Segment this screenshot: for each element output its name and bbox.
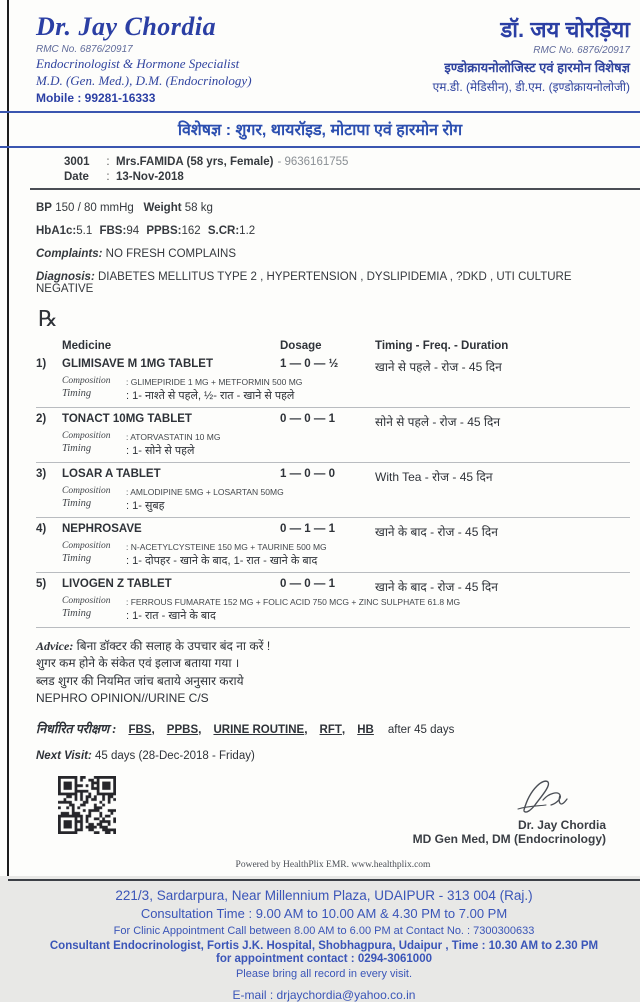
doctor-info-english [36, 8, 252, 105]
letterhead [36, 8, 630, 105]
advice-section [36, 638, 630, 708]
lab-label: PPBS: [146, 225, 182, 237]
doctor-info-hindi [433, 8, 630, 95]
patient-name: Mrs.FAMIDA (58 yrs, Female) [116, 156, 274, 168]
patient-phone: - 9636161755 [277, 156, 349, 168]
test-item: HB [357, 723, 374, 736]
test-item: RFT [319, 723, 342, 736]
complaints-row [36, 248, 630, 260]
medicine-number: 4) [36, 523, 47, 535]
timing-value: : 1- दोपहर - खाने के बाद, 1- रात - खाने के बाद [126, 555, 318, 567]
powered-by: Powered by HealthPlix EMR. www.healthplix.com [235, 859, 431, 870]
prescribed-tests [36, 720, 630, 737]
medicine-timing-freq: खाने के बाद - रोज - 45 दिन [375, 525, 498, 539]
composition-label: Composition [62, 376, 111, 386]
comma: , [304, 721, 308, 736]
doctor-mobile: Mobile : 99281-16333 [36, 91, 156, 105]
bp-value: 150 / 80 [55, 202, 97, 214]
patient-id: 3001 [64, 156, 90, 168]
colon: : [106, 156, 110, 168]
medicine-timing-freq: खाने से पहले - रोज - 45 दिन [375, 360, 502, 374]
comma: , [151, 721, 155, 736]
clinic-address: 221/3, Sardarpura, Near Millennium Plaza, UDAIPUR - 313 004 (Raj.) [115, 887, 533, 903]
doctor-name-english: Dr. Jay Chordia [36, 12, 217, 41]
medicine-row [36, 523, 630, 573]
diagnosis-value: DIABETES MELLITUS TYPE 2 , HYPERTENSION , DYSLIPIDEMIA , ?DKD , UTI CULTURE NEGATIVE [36, 271, 572, 295]
signature-block [413, 776, 630, 846]
clinic-appointment-info: For Clinic Appointment Call between 8.00 AM to 6.00 PM at Contact No. : 7300300633 [113, 924, 535, 937]
medicine-name: LOSAR A TABLET [62, 468, 161, 480]
composition-value: : AMLODIPINE 5MG + LOSARTAN 50MG [126, 487, 284, 497]
signature-row [36, 776, 630, 846]
medicine-row [36, 358, 630, 408]
composition-label: Composition [62, 486, 111, 496]
doctor-specialty-hindi: इण्डोक्रायनोलोजिस्ट एवं हारमोन विशेषज्ञ [444, 60, 630, 75]
rx-symbol: ℞ [38, 306, 58, 331]
patient-id-row [64, 156, 630, 168]
diagnosis-label: Diagnosis: [36, 271, 95, 283]
test-item: PPBS [166, 723, 199, 736]
clinic-footer [8, 879, 640, 1002]
medicine-dosage: 1 — 0 — 0 [280, 468, 335, 480]
medicine-timing-freq: सोने से पहले - रोज - 45 दिन [375, 415, 501, 429]
timing-label: Timing [62, 608, 92, 619]
timing-value: : 1- नाश्ते से पहले, ½- रात - खाने से पहले [126, 390, 295, 402]
medicine-number: 5) [36, 578, 47, 590]
lab-label: HbA1c: [36, 225, 77, 237]
appointment-contact: for appointment contact : 0294-3061000 [215, 952, 432, 965]
advice-text: बिना डॉक्टर की सलाह के उपचार बंद ना करें ! [76, 639, 271, 653]
complaints-value: NO FRESH COMPLAINS [105, 248, 237, 260]
lab-value: 1.2 [239, 225, 256, 237]
composition-value: : GLIMEPIRIDE 1 MG + METFORMIN 500 MG [126, 377, 303, 387]
visit-date-row [64, 171, 630, 183]
medicine-dosage: 0 — 1 — 1 [280, 523, 335, 535]
specialist-banner [0, 111, 640, 148]
medicine-number: 1) [36, 358, 47, 370]
next-visit-row [36, 750, 630, 762]
signature-doctor-degrees: MD Gen Med, DM (Endocrinology) [412, 831, 606, 846]
timing-label: Timing [62, 388, 92, 399]
medicine-dosage: 0 — 0 — 1 [280, 578, 335, 590]
tests-suffix: after 45 days [387, 723, 455, 736]
column-timing: Timing - Freq. - Duration [375, 340, 509, 352]
visit-date: 13-Nov-2018 [116, 171, 184, 183]
clinic-email: E-mail : drjaychordia@yahoo.co.in [232, 987, 416, 1002]
column-dosage: Dosage [280, 340, 322, 352]
medicine-name: NEPHROSAVE [62, 523, 142, 535]
medicine-row [36, 468, 630, 518]
lab-value: 162 [181, 225, 201, 237]
consultant-info: Consultant Endocrinologist, Fortis J.K. Hospital, Shobhagpura, Udaipur , Time : 10.30 AM to 2.30 PM [49, 939, 599, 952]
lab-value: 5.1 [76, 225, 93, 237]
medicine-dosage: 0 — 0 — 1 [280, 413, 335, 425]
date-label: Date [64, 171, 89, 183]
lab-value: 94 [126, 225, 140, 237]
advice-line-2: शुगर कम होने के संकेत एवं इलाज बताया गया । [36, 656, 240, 671]
medicine-row [36, 413, 630, 463]
doctor-specialty-english: Endocrinologist & Hormone Specialist [36, 56, 240, 71]
timing-label: Timing [62, 553, 92, 564]
test-item: FBS [128, 723, 152, 736]
medicine-table-header [36, 340, 630, 352]
medicine-number: 2) [36, 413, 47, 425]
doctor-rmc-hindi: RMC No. 6876/20917 [533, 45, 630, 56]
medicine-row [36, 578, 630, 628]
specialist-banner-text: विशेषज्ञ : शुगर, थायरॉइड, मोटापा एवं हारमोन रोग [177, 122, 463, 139]
comma: , [198, 721, 202, 736]
medicine-timing-freq: खाने के बाद - रोज - 45 दिन [375, 580, 498, 594]
timing-value: : 1- सुबह [126, 500, 165, 512]
composition-label: Composition [62, 541, 111, 551]
advice-label: Advice: [36, 639, 74, 653]
labs-row [36, 225, 630, 237]
lab-label: FBS: [99, 225, 127, 237]
bring-record-note: Please bring all record in every visit. [235, 967, 413, 980]
composition-value: : ATORVASTATIN 10 MG [126, 432, 221, 442]
signature-doctor-name: Dr. Jay Chordia [517, 817, 606, 832]
timing-label: Timing [62, 443, 92, 454]
patient-info [36, 156, 630, 183]
test-item: URINE ROUTINE [213, 723, 305, 736]
qr-code [58, 776, 116, 834]
composition-value: : FERROUS FUMARATE 152 MG + FOLIC ACID 750 MCG + ZINC SULPHATE 61.8 MG [126, 597, 461, 607]
colon: : [106, 171, 110, 183]
bp-unit: mmHg [99, 202, 134, 214]
next-visit-value: 45 days (28-Dec-2018 - Friday) [95, 749, 255, 762]
timing-label: Timing [62, 498, 92, 509]
next-visit-label: Next Visit: [36, 749, 92, 762]
bp-weight-row [36, 202, 630, 214]
bp-label: BP [36, 202, 52, 214]
diagnosis-row [36, 271, 630, 295]
composition-label: Composition [62, 596, 111, 606]
signature [510, 776, 580, 816]
doctor-rmc-english: RMC No. 6876/20917 [36, 44, 133, 55]
consultation-time: Consultation Time : 9.00 AM to 10.00 AM & 4.30 PM to 7.00 PM [140, 905, 508, 921]
weight-label: Weight [143, 202, 182, 214]
advice-line-1 [36, 638, 630, 655]
doctor-degrees-english: M.D. (Gen. Med.), D.M. (Endocrinology) [36, 73, 252, 88]
timing-value: : 1- रात - खाने के बाद [126, 610, 216, 622]
comma: , [341, 721, 346, 736]
timing-value: : 1- सोने से पहले [126, 445, 195, 457]
medicine-name: GLIMISAVE M 1MG TABLET [62, 358, 213, 370]
medicine-timing-freq: With Tea - रोज - 45 दिन [375, 470, 493, 484]
lab-label: S.CR: [207, 225, 240, 237]
advice-line-3: ब्लड शुगर की नियमित जांच बताये अनुसार कराये [36, 673, 244, 688]
composition-label: Composition [62, 431, 111, 441]
medicine-number: 3) [36, 468, 47, 480]
doctor-name-hindi: डॉ. जय चोरड़िया [500, 17, 630, 42]
vitals-section [36, 202, 630, 295]
complaints-label: Complaints: [36, 248, 103, 260]
composition-value: : N-ACETYLCYSTEINE 150 MG + TAURINE 500 MG [126, 542, 327, 552]
doctor-degrees-hindi: एम.डी. (मेडिसीन), डी.एम. (इण्डोक्रायनोलोजी) [432, 80, 630, 94]
column-medicine: Medicine [62, 340, 112, 352]
advice-line-4: NEPHRO OPINION//URINE C/S [36, 691, 209, 706]
medicine-dosage: 1 — 0 — ½ [280, 358, 339, 370]
medicine-name: LIVOGEN Z TABLET [62, 578, 172, 590]
patient-separator [30, 188, 640, 190]
weight-value: 58 kg [184, 202, 213, 214]
medicine-name: TONACT 10MG TABLET [62, 413, 192, 425]
tests-label: निर्धारित परीक्षण : [36, 721, 117, 736]
